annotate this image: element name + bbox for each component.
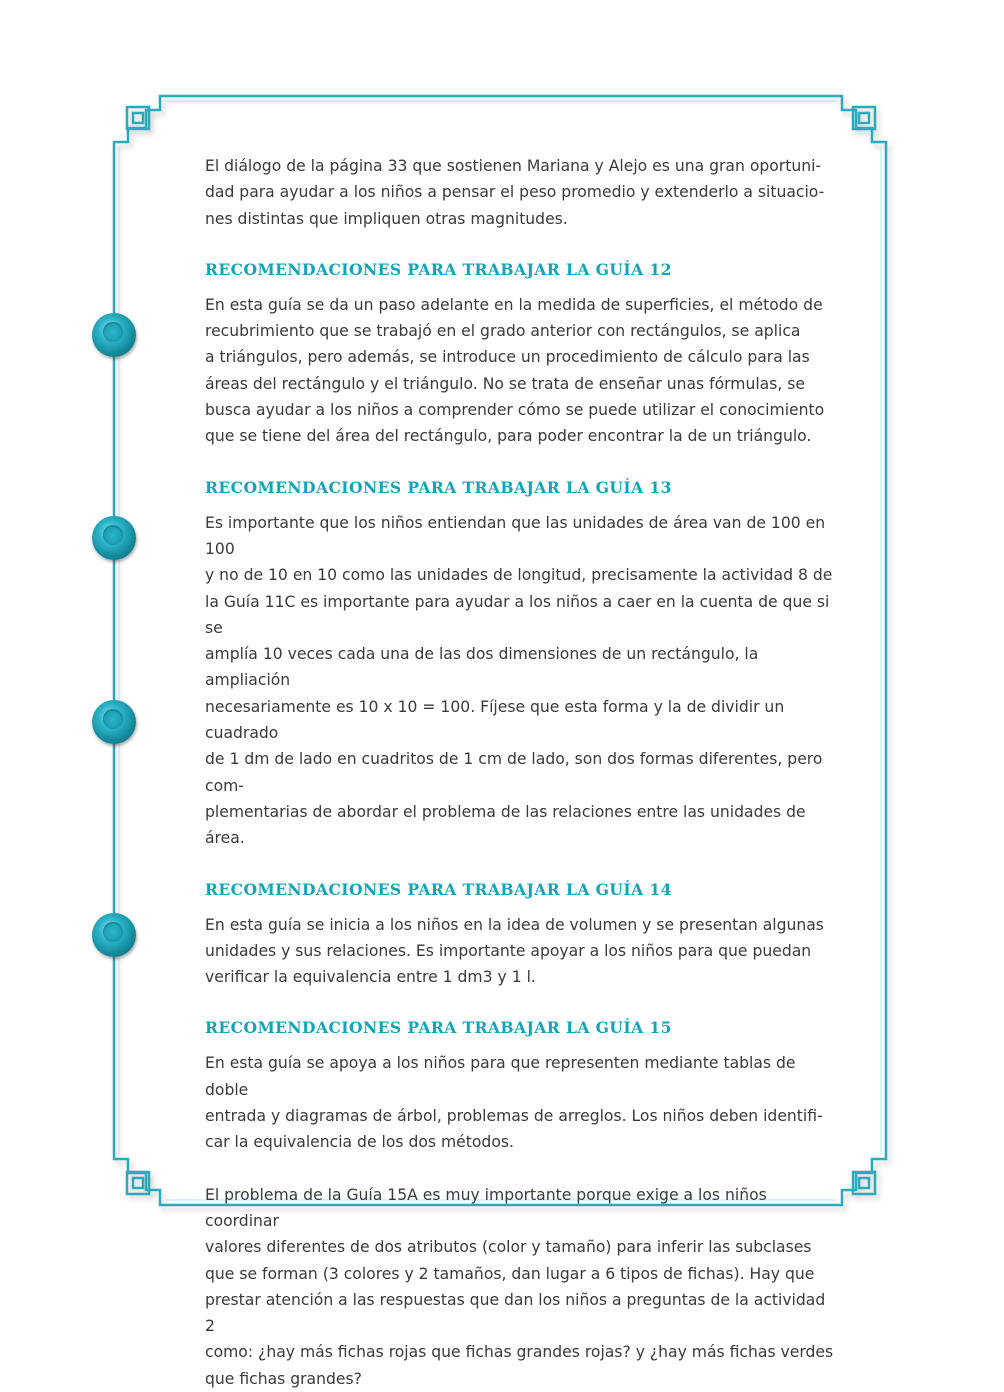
decorative-bead xyxy=(92,913,136,957)
paragraph-guia-15a: El problema de la Guía 15A es muy importante porque exige a los niños coordinar valores diferentes de dos atributos (color y tamaño) para inferir las subclases que se forman (3 colores y 2 tamaños, dan lugar a 6 tipos de fichas). Hay que prestar atención a las respuestas que dan los niños a preguntas de la actividad 2 como: ¿hay más fichas rojas que fichas grandes rojas? y ¿hay más fichas verdes que fichas grandes? xyxy=(205,1185,834,1388)
heading-guia-12: RECOMENDACIONES PARA TRABAJAR LA GUÍA 12 xyxy=(205,259,672,279)
decorative-bead xyxy=(92,516,136,560)
paragraph-guia-14: En esta guía se inicia a los niños en la idea de volumen y se presentan algunas unidades y sus relaciones. Es importante apoyar a los niños para que puedan verificar la equivalencia entre 1 dm3 y 1 l. xyxy=(205,915,824,987)
paragraph-guia-13: Es importante que los niños entiendan que las unidades de área van de 100 en 100 y no de 10 en 10 como las unidades de longitud, precisamente la actividad 8 de la Guía 11C es importante para ayudar a los niños a caer en la cuenta de que si se amplía 10 veces cada una de las dos dimensiones de un rectángulo, la ampliación necesariamente es 10 x 10 = 100. Fíjese que esta forma y la de dividir un cuadrado de 1 dm de lado en cuadritos de 1 cm de lado, son dos formas diferentes, pero com- plementarias de abordar el problema de las relaciones entre las unidades de área. xyxy=(205,513,833,848)
page-content xyxy=(205,153,835,1392)
paragraph-guia-12: En esta guía se da un paso adelante en la medida de superficies, el método de recubrimiento que se trabajó en el grado anterior con rectángulos, se aplica a triángulos, pero además, se introduce un procedimiento de cálculo para las áreas del rectángulo y el triángulo. No se trata de enseñar unas fórmulas, se busca ayudar a los niños a comprender cómo se puede utilizar el conocimiento que se tiene del área del rectángulo, para poder encontrar la de un triángulo. xyxy=(205,295,825,446)
intro-paragraph: El diálogo de la página 33 que sostienen Mariana y Alejo es una gran oportuni- dad para ayudar a los niños a pensar el peso promedio y extenderlo a situacio- nes distintas que impliquen otras magnitudes. xyxy=(205,157,825,228)
heading-guia-13: RECOMENDACIONES PARA TRABAJAR LA GUÍA 13 xyxy=(205,477,672,497)
heading-guia-15: RECOMENDACIONES PARA TRABAJAR LA GUÍA 15 xyxy=(205,1018,672,1038)
decorative-bead xyxy=(92,313,136,357)
heading-guia-14: RECOMENDACIONES PARA TRABAJAR LA GUÍA 14 xyxy=(205,879,672,899)
paragraph-guia-15: En esta guía se apoya a los niños para que representen mediante tablas de doble entrada y diagramas de árbol, problemas de arreglos. Los niños deben identifi- car la equivalencia de los dos métodos. xyxy=(205,1054,823,1152)
decorative-bead xyxy=(92,700,136,744)
